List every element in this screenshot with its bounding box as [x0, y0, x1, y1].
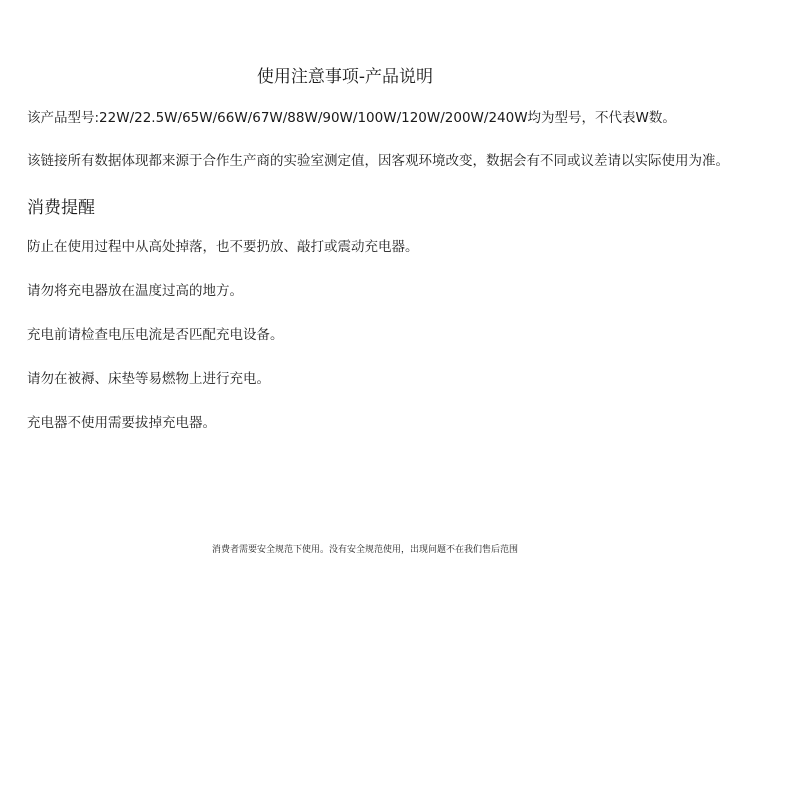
consumer-reminder-heading: 消费提醒: [27, 198, 95, 218]
reminder-item: 充电前请检查电压电流是否匹配充电设备。: [27, 327, 284, 343]
reminder-item: 防止在使用过程中从高处掉落，也不要扔放、敲打或震动充电器。: [27, 239, 419, 255]
footer-disclaimer: 消费者需要安全规范下使用。没有安全规范使用，出现问题不在我们售后范围: [211, 545, 518, 555]
reminder-item: 请勿在被褥、床垫等易燃物上进行充电。: [27, 371, 270, 387]
page-title: 使用注意事项-产品说明: [256, 67, 434, 87]
data-source-note: 该链接所有数据体现都来源于合作生产商的实验室测定值，因客观环境改变，数据会有不同或议差请以实际使用为准。: [27, 153, 729, 169]
reminder-item: 请勿将充电器放在温度过高的地方。: [27, 283, 243, 299]
model-note: 该产品型号:22W/22.5W/65W/66W/67W/88W/90W/100W/120W/200W/240W均为型号，不代表W数。: [27, 110, 676, 126]
reminder-list: [27, 237, 419, 457]
reminder-item: 充电器不使用需要拔掉充电器。: [27, 415, 216, 431]
